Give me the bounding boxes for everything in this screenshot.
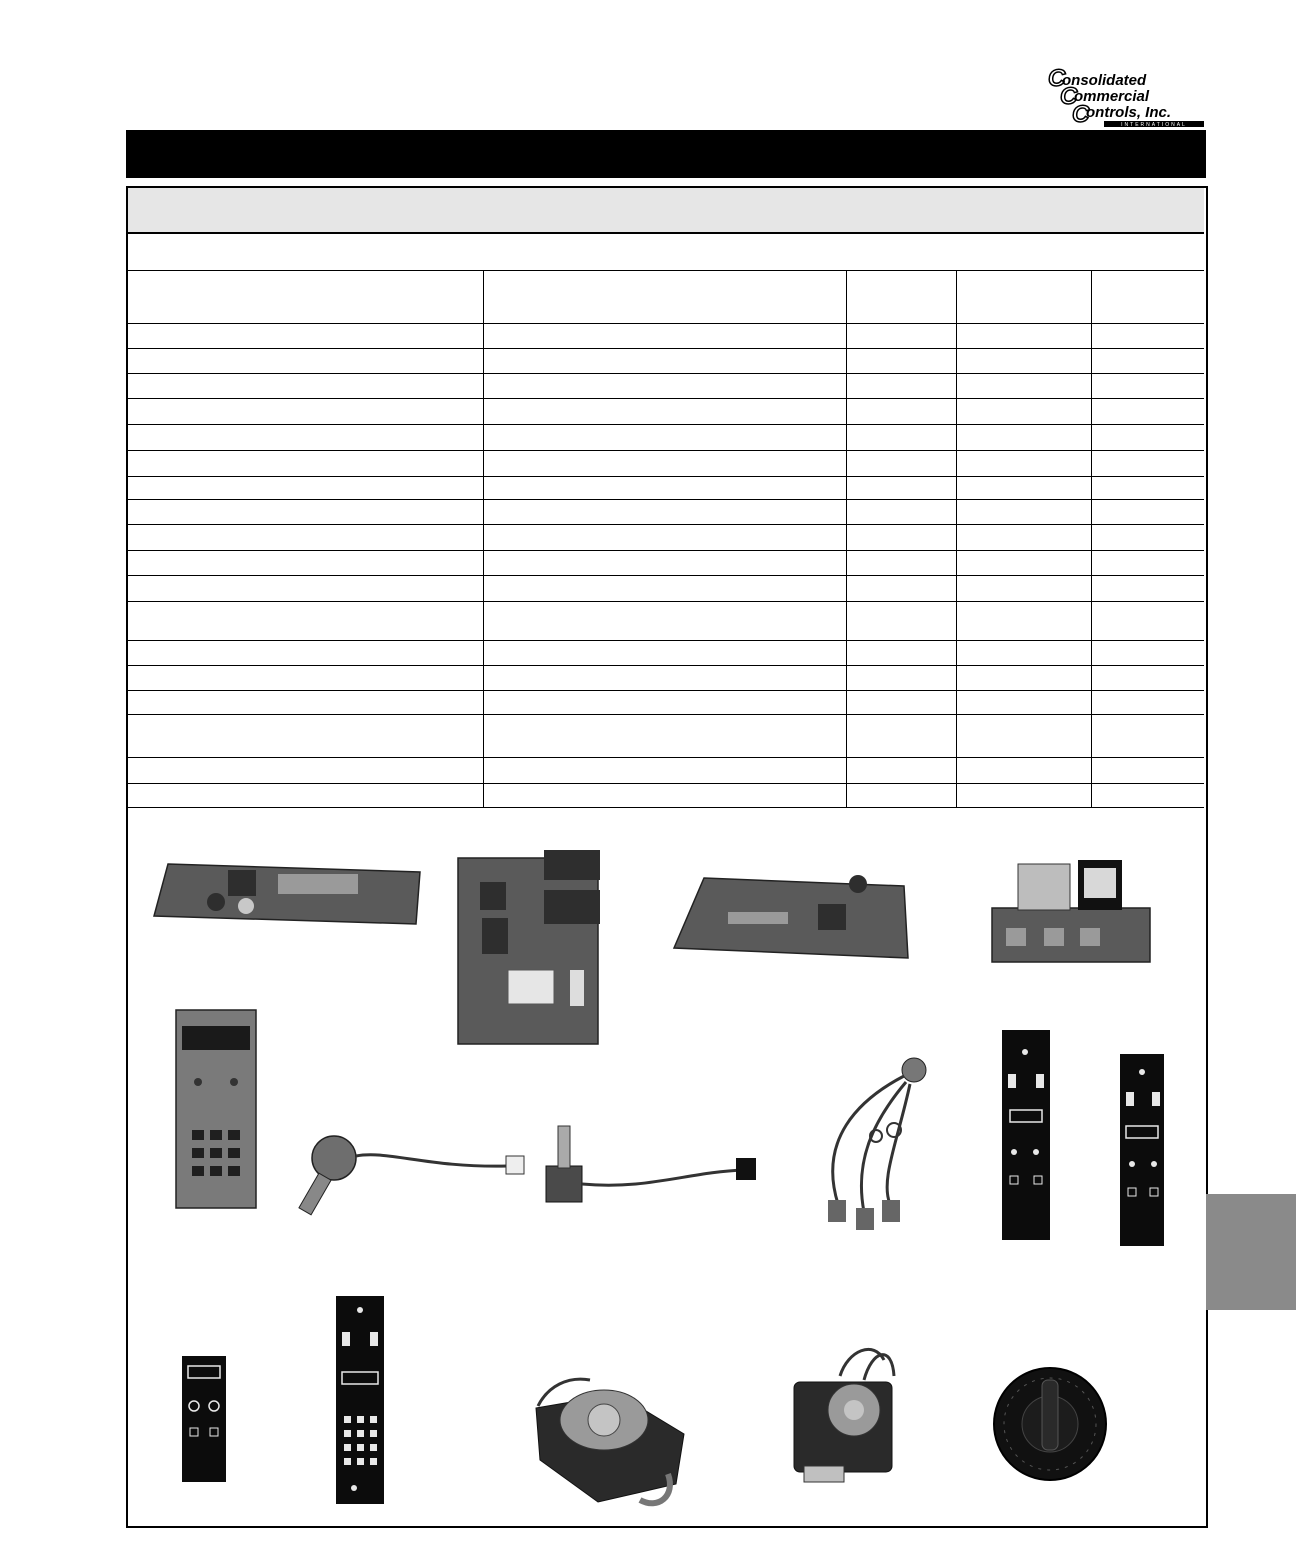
table-cell xyxy=(956,602,1091,641)
table-cell xyxy=(128,477,483,500)
logo-line-3: ontrols, Inc. xyxy=(1086,104,1172,121)
title-banner xyxy=(126,130,1206,178)
table-cell xyxy=(1091,666,1204,691)
table-cell xyxy=(483,399,846,425)
table-row xyxy=(128,758,1204,784)
table-row xyxy=(128,525,1204,551)
table-cell xyxy=(956,451,1091,477)
table-cell xyxy=(956,576,1091,602)
table-row xyxy=(128,784,1204,808)
table-cell xyxy=(128,399,483,425)
table-cell xyxy=(483,349,846,374)
table-cell xyxy=(846,451,956,477)
table-header-row xyxy=(128,271,1204,324)
table-row xyxy=(128,425,1204,451)
table-cell xyxy=(1091,576,1204,602)
table-cell xyxy=(483,758,846,784)
table-row xyxy=(128,551,1204,576)
table-cell xyxy=(128,349,483,374)
table-cell xyxy=(483,784,846,808)
board-4 xyxy=(992,860,1150,962)
potentiometer-3 xyxy=(828,1058,926,1230)
table-cell xyxy=(483,602,846,641)
overlay-4 xyxy=(336,1296,384,1504)
table-cell xyxy=(956,784,1091,808)
table-cell xyxy=(956,425,1091,451)
table-cell xyxy=(1091,715,1204,758)
table-row xyxy=(128,602,1204,641)
table-row xyxy=(128,374,1204,399)
table-cell xyxy=(1091,324,1204,349)
table-cell xyxy=(483,271,846,324)
table-cell xyxy=(1091,525,1204,551)
table-row xyxy=(128,324,1204,349)
table-cell xyxy=(1091,641,1204,666)
table-cell xyxy=(1091,477,1204,500)
table-cell xyxy=(846,758,956,784)
table-cell xyxy=(846,324,956,349)
table-row xyxy=(128,576,1204,602)
table-row xyxy=(128,477,1204,500)
logo-initial-3: C xyxy=(1072,101,1090,128)
table-cell xyxy=(483,324,846,349)
logo-line-2: ommercial xyxy=(1074,88,1150,105)
board-2 xyxy=(458,850,600,1044)
overlay-2 xyxy=(1120,1054,1164,1246)
table-row xyxy=(128,451,1204,477)
table-cell xyxy=(483,477,846,500)
table-cell xyxy=(956,691,1091,715)
table-cell xyxy=(956,551,1091,576)
table-cell xyxy=(956,349,1091,374)
table-cell xyxy=(846,602,956,641)
table-cell xyxy=(956,271,1091,324)
product-illustrations xyxy=(128,820,1204,1520)
table-row xyxy=(128,666,1204,691)
table-cell xyxy=(1091,374,1204,399)
table-row xyxy=(128,691,1204,715)
logo-tagline: INTERNATIONAL xyxy=(1121,122,1187,128)
table-cell xyxy=(483,525,846,551)
table-cell xyxy=(956,374,1091,399)
table-cell xyxy=(1091,784,1204,808)
table-cell xyxy=(483,576,846,602)
table-cell xyxy=(1091,691,1204,715)
logo-graphic xyxy=(1040,66,1210,130)
overlay-3 xyxy=(182,1356,226,1482)
potentiometer-1 xyxy=(299,1136,524,1215)
table-cell xyxy=(128,641,483,666)
table-cell xyxy=(846,500,956,525)
table-cell xyxy=(128,525,483,551)
table-cell xyxy=(956,758,1091,784)
table-cell xyxy=(1091,758,1204,784)
table-cell xyxy=(846,349,956,374)
table-cell xyxy=(1091,271,1204,324)
table-cell xyxy=(128,374,483,399)
table-cell xyxy=(128,551,483,576)
table-cell xyxy=(956,399,1091,425)
table-row xyxy=(128,500,1204,525)
table-cell xyxy=(846,784,956,808)
table-cell xyxy=(846,374,956,399)
board-1 xyxy=(154,864,420,924)
table-cell xyxy=(128,576,483,602)
section-subheader xyxy=(128,188,1204,234)
table-cell xyxy=(483,451,846,477)
table-cell xyxy=(846,715,956,758)
display-panel xyxy=(176,1010,256,1208)
table-cell xyxy=(956,324,1091,349)
table-cell xyxy=(1091,399,1204,425)
table-cell xyxy=(846,399,956,425)
table-cell xyxy=(956,641,1091,666)
table-cell xyxy=(483,666,846,691)
parts-table xyxy=(128,270,1204,808)
table-cell xyxy=(128,451,483,477)
board-3 xyxy=(674,875,908,958)
table-cell xyxy=(956,500,1091,525)
table-cell xyxy=(956,666,1091,691)
table-cell xyxy=(1091,602,1204,641)
table-cell xyxy=(128,784,483,808)
dial-knob xyxy=(994,1368,1106,1480)
table-cell xyxy=(846,691,956,715)
table-cell xyxy=(128,324,483,349)
table-cell xyxy=(846,525,956,551)
timer-1 xyxy=(536,1379,684,1503)
table-cell xyxy=(846,477,956,500)
overlay-1 xyxy=(1002,1030,1050,1240)
potentiometer-2 xyxy=(546,1126,756,1202)
table-cell xyxy=(1091,500,1204,525)
table-cell xyxy=(1091,451,1204,477)
table-row xyxy=(128,399,1204,425)
table-cell xyxy=(846,425,956,451)
table-cell xyxy=(128,666,483,691)
table-cell xyxy=(846,576,956,602)
table-row xyxy=(128,349,1204,374)
company-logo xyxy=(1040,66,1210,130)
table-cell xyxy=(1091,349,1204,374)
table-row xyxy=(128,641,1204,666)
table-cell xyxy=(483,425,846,451)
table-cell xyxy=(128,425,483,451)
table-cell xyxy=(128,691,483,715)
table-cell xyxy=(128,715,483,758)
table-cell xyxy=(483,691,846,715)
table-cell xyxy=(483,374,846,399)
table-cell xyxy=(483,551,846,576)
table-cell xyxy=(128,602,483,641)
table-cell xyxy=(483,500,846,525)
table-cell xyxy=(956,525,1091,551)
logo-initial-2: C xyxy=(1060,83,1078,110)
table-cell xyxy=(128,271,483,324)
table-cell xyxy=(846,641,956,666)
table-cell xyxy=(1091,551,1204,576)
table-cell xyxy=(128,758,483,784)
table-cell xyxy=(846,271,956,324)
table-cell xyxy=(483,641,846,666)
timer-2 xyxy=(794,1349,894,1482)
table-cell xyxy=(846,551,956,576)
logo-initial-1: C xyxy=(1048,66,1066,92)
table-cell xyxy=(1091,425,1204,451)
table-cell xyxy=(846,666,956,691)
table-cell xyxy=(483,715,846,758)
logo-line-1: onsolidated xyxy=(1062,72,1147,89)
table-cell xyxy=(956,477,1091,500)
table-cell xyxy=(956,715,1091,758)
table-cell xyxy=(128,500,483,525)
table-row xyxy=(128,715,1204,758)
section-tab xyxy=(1206,1194,1296,1310)
